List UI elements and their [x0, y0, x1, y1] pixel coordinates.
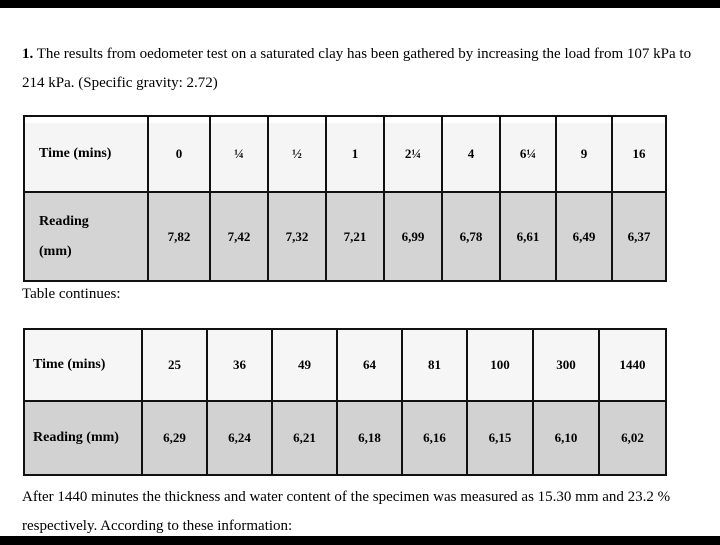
problem-number: 1.: [22, 46, 34, 62]
time-cell: 1: [326, 116, 384, 192]
time-cell: 16: [612, 116, 666, 192]
reading-cell: 6,16: [402, 401, 467, 475]
reading-cell: 6,10: [533, 401, 599, 475]
time-row: [24, 329, 666, 401]
reading-header-label: Reading (mm): [39, 213, 89, 259]
reading-cell: 7,21: [326, 192, 384, 281]
time-cell: 0: [148, 116, 210, 192]
reading-cell: 7,32: [268, 192, 326, 281]
time-cell: 2¼: [384, 116, 442, 192]
reading-cell: 6,15: [467, 401, 533, 475]
reading-cell: 6,24: [207, 401, 272, 475]
time-cell: 300: [533, 329, 599, 401]
reading-header: [24, 192, 148, 281]
time-cell: 81: [402, 329, 467, 401]
reading-cell: 6,61: [500, 192, 556, 281]
reading-row: [24, 192, 666, 281]
time-cell: ¼: [210, 116, 268, 192]
time-header: Time (mins): [24, 329, 142, 401]
time-cell: 100: [467, 329, 533, 401]
reading-cell: 6,21: [272, 401, 337, 475]
reading-row: [24, 401, 666, 475]
time-cell: 25: [142, 329, 207, 401]
problem-intro-text: The results from oedometer test on a saturated clay has been gathered by increasing the load from 107 kPa to 214 kPa. (Specific gravity: 2.72): [22, 46, 692, 91]
time-cell: 64: [337, 329, 402, 401]
reading-cell: 6,99: [384, 192, 442, 281]
time-cell: 9: [556, 116, 612, 192]
time-cell: 49: [272, 329, 337, 401]
reading-cell: 6,29: [142, 401, 207, 475]
problem-statement: [22, 40, 702, 98]
reading-cell: 6,49: [556, 192, 612, 281]
time-header: Time (mins): [24, 116, 148, 192]
reading-cell: 7,82: [148, 192, 210, 281]
oedometer-table-part-2: [23, 328, 667, 476]
time-cell: 1440: [599, 329, 666, 401]
reading-cell: 6,37: [612, 192, 666, 281]
table-continues-note: Table continues:: [22, 286, 121, 302]
reading-cell: 6,02: [599, 401, 666, 475]
time-cell: 4: [442, 116, 500, 192]
time-row: [24, 116, 666, 192]
conclusion-text: After 1440 minutes the thickness and water content of the specimen was measured as 15.30 mm and 23.2 % respectively. According to these information:: [22, 489, 671, 534]
reading-cell: 6,78: [442, 192, 500, 281]
time-cell: 36: [207, 329, 272, 401]
oedometer-table-part-1: [23, 115, 667, 282]
time-cell: ½: [268, 116, 326, 192]
reading-cell: 6,18: [337, 401, 402, 475]
reading-cell: 7,42: [210, 192, 268, 281]
document-page: [0, 8, 720, 536]
time-cell: 6¼: [500, 116, 556, 192]
reading-header: Reading (mm): [24, 401, 142, 475]
